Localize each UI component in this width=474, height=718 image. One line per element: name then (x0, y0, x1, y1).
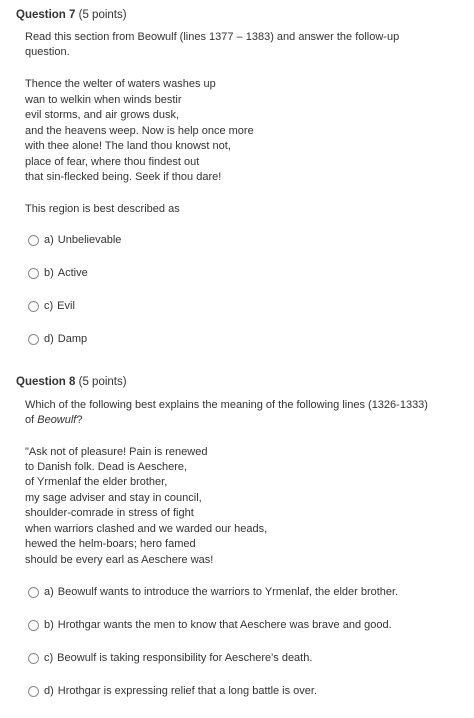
passage-line: should be every earl as Aeschere was! (25, 554, 214, 566)
option-letter: d) (44, 333, 54, 345)
question-8-prompt-line (25, 413, 83, 428)
question-8-prompt-line: Which of the following best explains the meaning of the following lines (1326-1333) (25, 399, 428, 411)
passage-line: hewed the helm-boars; hero famed (25, 538, 196, 550)
option-text[interactable]: Evil (57, 300, 75, 312)
option-c[interactable] (28, 650, 312, 666)
radio-button[interactable] (28, 686, 39, 697)
question-7-prompt-line: Read this section from Beowulf (lines 1377 – 1383) and answer the follow-up (25, 31, 400, 43)
option-text[interactable]: Hrothgar is expressing relief that a long battle is over. (57, 685, 318, 697)
prompt-suffix: ? (76, 414, 83, 426)
option-letter: c) (44, 652, 54, 664)
option-text[interactable]: Active (57, 267, 88, 279)
prompt-prefix: of (25, 414, 38, 426)
option-letter: c) (44, 300, 54, 312)
radio-button[interactable] (28, 587, 39, 598)
option-a[interactable] (28, 232, 121, 248)
question-7-prompt-line: question. (25, 46, 70, 58)
passage-line: shoulder-comrade in stress of fight (25, 507, 194, 519)
option-c[interactable] (28, 298, 75, 314)
radio-button[interactable] (28, 653, 39, 664)
passage-line: and the heavens weep. Now is help once more (25, 125, 254, 137)
option-letter: a) (44, 586, 54, 598)
question-7-question: This region is best described as (25, 203, 180, 215)
option-text[interactable]: Damp (57, 333, 88, 345)
work-title: Beowulf (37, 414, 77, 426)
passage-line: to Danish folk. Dead is Aeschere, (25, 461, 188, 473)
radio-button[interactable] (28, 268, 39, 279)
passage-line: wan to welkin when winds bestir (25, 94, 182, 106)
option-letter: a) (44, 234, 54, 246)
option-text[interactable]: Unbelievable (57, 234, 122, 246)
option-d[interactable] (28, 683, 317, 699)
option-a[interactable] (28, 584, 398, 600)
question-8-title (16, 376, 127, 388)
passage-line: with thee alone! The land thou knowst not, (25, 140, 231, 152)
question-7-title (16, 9, 127, 21)
passage-line: that sin-flecked being. Seek if thou dare! (25, 171, 222, 183)
question-8-number: Question 8 (16, 376, 76, 388)
option-b[interactable] (28, 617, 392, 633)
question-7-points: (5 points) (78, 9, 127, 21)
option-letter: b) (44, 619, 54, 631)
radio-button[interactable] (28, 334, 39, 345)
passage-line: when warriors clashed and we warded our heads, (25, 523, 268, 535)
question-7-number: Question 7 (16, 9, 76, 21)
option-text[interactable]: Hrothgar wants the men to know that Aeschere was brave and good. (57, 619, 392, 631)
radio-button[interactable] (28, 620, 39, 631)
radio-button[interactable] (28, 235, 39, 246)
question-8-points: (5 points) (78, 376, 127, 388)
option-letter: b) (44, 267, 54, 279)
passage-line: my sage adviser and stay in council, (25, 492, 202, 504)
option-b[interactable] (28, 265, 88, 281)
option-d[interactable] (28, 331, 87, 347)
passage-line: of Yrmenlaf the elder brother, (25, 476, 168, 488)
passage-line: evil storms, and air grows dusk, (25, 109, 180, 121)
option-letter: d) (44, 685, 54, 697)
passage-line: Thence the welter of waters washes up (25, 78, 216, 90)
passage-line: "Ask not of pleasure! Pain is renewed (25, 446, 208, 458)
option-text[interactable]: Beowulf wants to introduce the warriors to Yrmenlaf, the elder brother. (57, 586, 399, 598)
option-text[interactable]: Beowulf is taking responsibility for Aeschere's death. (57, 652, 313, 664)
radio-button[interactable] (28, 301, 39, 312)
passage-line: place of fear, where thou findest out (25, 156, 200, 168)
